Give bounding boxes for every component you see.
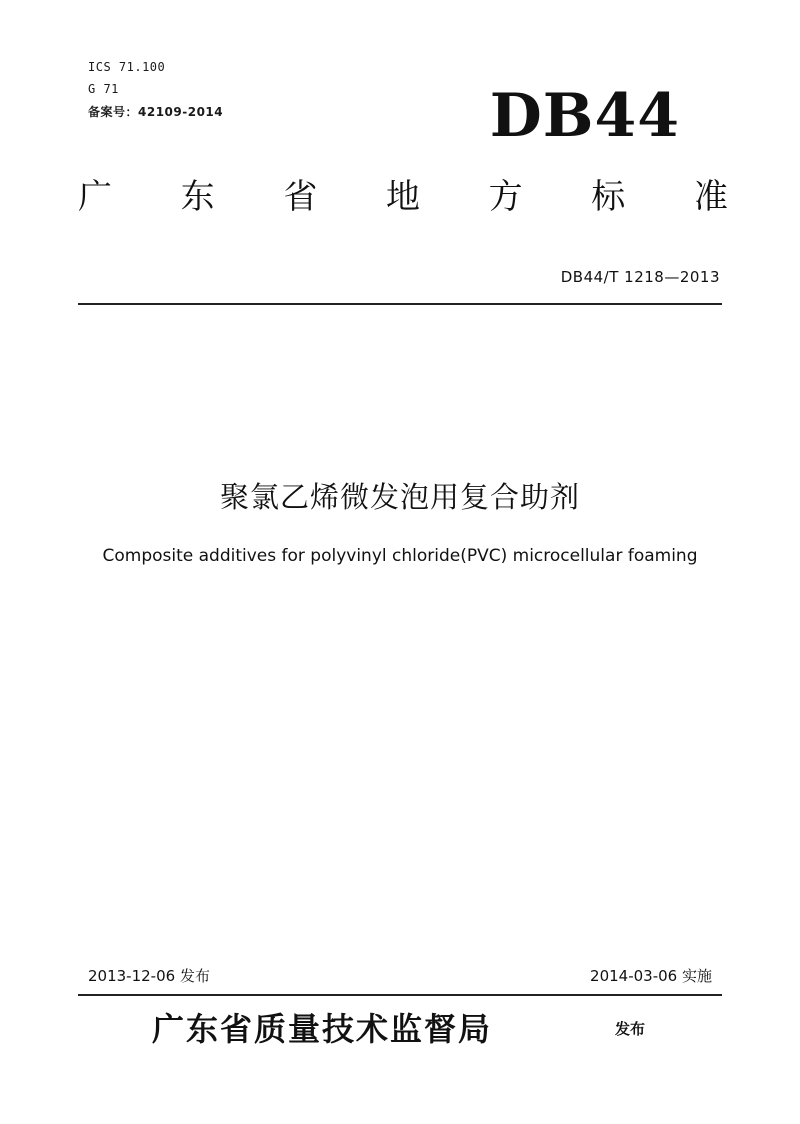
issue-date: 2013-12-06 发布 xyxy=(88,967,210,985)
ccs-code: G 71 xyxy=(88,82,119,96)
issuer-action: 发布 xyxy=(615,1020,646,1038)
title-chinese: 聚氯乙烯微发泡用复合助剂 xyxy=(219,480,580,514)
standard-code-mark: DB44 xyxy=(489,81,680,151)
category-char: 方 xyxy=(488,177,523,217)
standard-number: DB44/T 1218—2013 xyxy=(560,268,720,286)
category-char: 地 xyxy=(385,177,420,217)
category-char: 标 xyxy=(591,177,626,217)
bottom-divider xyxy=(78,994,722,996)
category-char: 准 xyxy=(693,177,728,217)
record-number: 备案号：42109-2014 xyxy=(88,105,224,119)
category-char: 广 xyxy=(78,177,112,217)
category-char: 省 xyxy=(283,177,318,217)
implementation-date: 2014-03-06 实施 xyxy=(590,967,712,985)
top-divider xyxy=(78,303,722,305)
category-char: 东 xyxy=(180,177,215,217)
standard-category xyxy=(78,177,728,230)
ics-code: ICS 71.100 xyxy=(88,60,166,74)
title-english: Composite additives for polyvinyl chloride(PVC) microcellular foaming xyxy=(102,546,698,566)
issuing-authority: 广东省质量技术监督局 xyxy=(152,1010,493,1048)
